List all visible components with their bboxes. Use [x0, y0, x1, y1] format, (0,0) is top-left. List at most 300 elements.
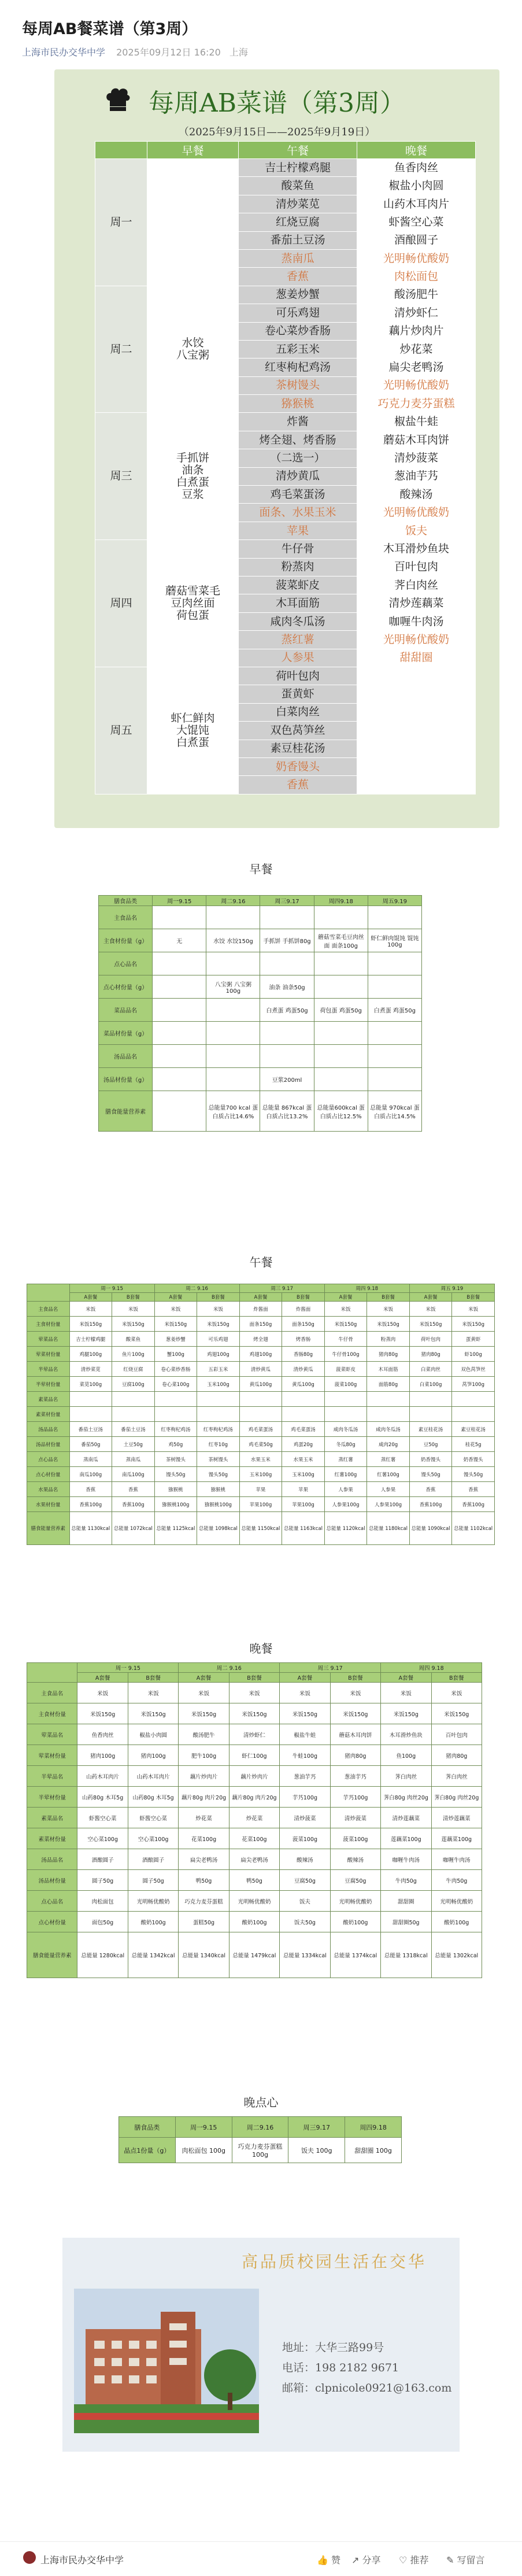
snack-header-cell: 周三9.17 [288, 2117, 345, 2138]
breakfast-row-label: 菜品品名 [99, 999, 153, 1022]
dinner_section-cell: 鸭50g [179, 1870, 229, 1891]
lunch_section-cell: 人参果100g [367, 1497, 410, 1512]
lunch_section-cell: 红枣枸杞鸡汤 [154, 1422, 197, 1437]
breakfast-cell [153, 975, 206, 999]
lunch_section-cell: 红薯100g [324, 1467, 367, 1482]
thumb-up-icon: 👍 [317, 2555, 328, 2566]
share-button[interactable] [351, 2553, 381, 2566]
dinner_section-cell: 肉松面包 [77, 1891, 128, 1912]
menu-title: 每周AB菜谱（第3周） [148, 88, 406, 118]
dinner_section-cell: 荠白肉丝 [431, 1766, 482, 1787]
menu-header-day [95, 142, 147, 159]
lunch_section-cell: 人参果 [367, 1482, 410, 1497]
menu-row [95, 667, 476, 685]
dinner_section-cell: 光明畅优酸奶 [229, 1891, 279, 1912]
breakfast-cell [206, 1045, 260, 1068]
lunch_section-row [27, 1407, 495, 1422]
breakfast-cell: 总能量 867kcal 蛋白质占比13.2% [260, 1091, 314, 1132]
lunch_section-cell: 米饭150g [197, 1317, 240, 1332]
lunch_section-day-row [27, 1284, 495, 1293]
breakfast-cell: 总能量 970kcal 蛋白质占比14.5% [368, 1091, 421, 1132]
lunch_section-row [27, 1437, 495, 1452]
lunch_section-row-label: 膳食能量营养素 [27, 1512, 70, 1545]
dinner_section-cell: 总能量 1318kcal [381, 1932, 431, 1978]
dinner_section-sub-row [27, 1673, 482, 1683]
menu-dinner-item: 酒酿圆子 [357, 231, 476, 249]
dinner_section-cell: 米饭 [280, 1683, 330, 1703]
lunch_section-cell: 白菜肉丝 [409, 1362, 452, 1377]
lunch_section-cell: 苹果 [282, 1482, 325, 1497]
dinner_section-cell: 米饭150g [229, 1703, 279, 1724]
lunch_section-cell: 荷叶包肉 [409, 1332, 452, 1347]
lunch_section-cell: 总能量 1163kcal [282, 1512, 325, 1545]
lunch_section-row [27, 1392, 495, 1407]
lunch_section-cell [409, 1392, 452, 1407]
dinner_section-sub-header: A套餐 [179, 1673, 229, 1683]
lunch_section-cell: 香蕉100g [69, 1497, 112, 1512]
breakfast-cell: 虾仁鲜肉馄饨 馄饨100g [368, 929, 421, 952]
dinner_section-row-label: 荤菜品名 [27, 1724, 77, 1745]
dinner_section-cell: 圆子50g [77, 1870, 128, 1891]
menu-lunch-item: 牛仔骨 [239, 540, 357, 558]
dinner_section-cell: 莲藕菜100g [381, 1828, 431, 1849]
lunch_section-cell: 米饭150g [324, 1317, 367, 1332]
dinner_section-cell: 米饭 [330, 1683, 380, 1703]
menu-lunch-item: 吉士柠檬鸡腿 [239, 159, 357, 177]
dinner_section-row [27, 1849, 482, 1870]
lunch_section-cell [452, 1407, 495, 1422]
dinner_section-row-label: 汤品材份量 [27, 1870, 77, 1891]
snack-header-cell: 周二9.16 [232, 2117, 288, 2138]
menu-dinner-item: 酸辣汤 [357, 486, 476, 504]
menu-breakfast-cell [147, 667, 239, 794]
lunch_section-cell: 红烧豆腐 [112, 1362, 155, 1377]
publish-date: 2025年09月12日 16:20 [116, 47, 221, 58]
lunch_section-cell: 牛仔骨 [324, 1332, 367, 1347]
breakfast-header-cell: 周一9.15 [153, 896, 206, 906]
lunch_section-cell: 牛仔骨100g [324, 1347, 367, 1362]
menu-day-cell: 周三 [95, 413, 147, 540]
dinner_section-cell: 总能量 1374kcal [330, 1932, 380, 1978]
lunch_section-cell: 鸡腿100g [69, 1347, 112, 1362]
article-meta [22, 45, 254, 58]
breakfast-cell [206, 906, 260, 929]
dinner_section-cell: 光明畅优酸奶 [431, 1891, 482, 1912]
dinner_section-cell: 面包50g [77, 1912, 128, 1932]
lunch_section-row-label: 素菜品名 [27, 1392, 70, 1407]
breakfast-cell [206, 952, 260, 975]
lunch_section-row-label: 素菜材份量 [27, 1407, 70, 1422]
lunch_section-cell: 总能量 1098kcal [197, 1512, 240, 1545]
menu-lunch-item: 双色莴笋丝 [239, 722, 357, 740]
lunch_section-cell: 人参果 [324, 1482, 367, 1497]
lunch_section-cell [112, 1407, 155, 1422]
breakfast-item: 油条 [182, 463, 204, 476]
menu-header-breakfast: 早餐 [147, 142, 239, 159]
lunch_section-cell: 鸡50g [154, 1437, 197, 1452]
dinner_section-cell: 总能量 1342kcal [128, 1932, 178, 1978]
menu-dinner-item: 木耳滑炒鱼块 [357, 540, 476, 558]
lunch_section-cell: 玉米100g [197, 1377, 240, 1392]
breakfast-header-cell: 周五9.19 [368, 896, 421, 906]
dinner_section-cell: 圆子50g [128, 1870, 178, 1891]
dinner_section-row [27, 1912, 482, 1932]
dinner_section-row-label: 半荤材份量 [27, 1787, 77, 1808]
breakfast-cell [314, 952, 368, 975]
dinner_section-cell: 酒酿圆子 [128, 1849, 178, 1870]
lunch_section-row-label: 主食品名 [27, 1302, 70, 1317]
lunch_section-sub-header: B套餐 [112, 1293, 155, 1302]
menu-lunch-item: 粉蒸肉 [239, 558, 357, 576]
recommend-button[interactable] [399, 2553, 428, 2566]
dinner_section-cell: 米饭150g [330, 1703, 380, 1724]
lunch_section-cell: 总能量 1120kcal [324, 1512, 367, 1545]
lunch_section-cell: 素豆桂花汤 [452, 1422, 495, 1437]
school-building-photo [74, 2289, 259, 2433]
menu-dinner-item: 清炒莲藕菜 [357, 594, 476, 612]
menu-lunch-item: 酸菜鱼 [239, 177, 357, 195]
lunch_section-cell [239, 1392, 282, 1407]
lunch_section-cell [197, 1392, 240, 1407]
menu-day-cell: 周一 [95, 159, 147, 286]
dinner_section-row-label: 膳食能量营养素 [27, 1932, 77, 1978]
dinner_section-cell: 扁尖老鸭汤 [229, 1849, 279, 1870]
menu-lunch-item: 蒸南瓜 [239, 249, 357, 267]
menu-lunch-item: 咸肉冬瓜汤 [239, 612, 357, 630]
lunch_section-cell: 猕猴桃100g [197, 1497, 240, 1512]
lunch_section-cell: 南瓜100g [69, 1467, 112, 1482]
dinner_section-sub-header: A套餐 [77, 1673, 128, 1683]
lunch_section-cell: 奶香馒头 [409, 1452, 452, 1467]
menu-lunch-item: 红枣枸杞鸡汤 [239, 359, 357, 376]
dinner_section-row [27, 1808, 482, 1828]
menu-dinner-item: 咖喱牛肉汤 [357, 612, 476, 630]
breakfast-cell [368, 952, 421, 975]
lunch_section-row [27, 1422, 495, 1437]
dinner_section-cell: 酸奶100g [431, 1912, 482, 1932]
breakfast-row-label: 主食材份量（g） [99, 929, 153, 952]
breakfast-cell: 荷包蛋 鸡蛋50g [314, 999, 368, 1022]
breakfast-row [99, 906, 422, 929]
menu-dinner-item: 甜甜圈 [357, 649, 476, 667]
menu-dinner-item [357, 667, 476, 685]
lunch_section-day-header: 周一 9.15 [69, 1284, 154, 1293]
lunch_section-cell: 苹果100g [239, 1497, 282, 1512]
dinner_section-cell: 咖喱牛肉汤 [381, 1849, 431, 1870]
breakfast-header-row [99, 896, 422, 906]
menu-dinner-item: 椒盐牛蛙 [357, 413, 476, 431]
lunch_section-cell: 黄瓜100g [282, 1377, 325, 1392]
menu-breakfast-cell [147, 159, 239, 286]
lunch_section-cell: 南瓜100g [112, 1467, 155, 1482]
dinner_section-cell: 木耳滑炒鱼块 [381, 1724, 431, 1745]
dinner_section-cell: 芋艿100g [280, 1787, 330, 1808]
snack-cell: 甜甜圈 100g [345, 2138, 402, 2163]
lunch_section-sub-header: A套餐 [154, 1293, 197, 1302]
menu-dinner-item [357, 722, 476, 740]
share-icon: ↗ [351, 2555, 360, 2566]
breakfast-item: 豆肉丝面 [171, 597, 215, 610]
menu-dinner-item: 藕片炒肉片 [357, 322, 476, 340]
breakfast-cell: 总能量700 kcal 蛋白质占比14.6% [206, 1091, 260, 1132]
dinner_section-row [27, 1932, 482, 1978]
lunch_section-row-label: 点心材份量 [27, 1467, 70, 1482]
menu-lunch-item: 鸡毛菜蛋汤 [239, 486, 357, 504]
snack-cell: 晶点1份量（g） [119, 2138, 176, 2163]
breakfast-cell: 手抓饼 手抓饼80g [260, 929, 314, 952]
dinner_section-cell: 荠白80g 肉丝20g [431, 1787, 482, 1808]
dinner_section-cell: 米饭 [381, 1683, 431, 1703]
lunch_section-cell: 面筋80g [367, 1377, 410, 1392]
dinner_section-cell: 酸奶100g [229, 1912, 279, 1932]
lunch_section-row [27, 1467, 495, 1482]
account-avatar[interactable] [23, 2551, 36, 2564]
lunch_section-cell [239, 1407, 282, 1422]
lunch_section-cell: 米饭 [154, 1302, 197, 1317]
menu-date-range: （2025年9月15日——2025年9月19日） [178, 126, 376, 138]
breakfast-row-label: 点心品名 [99, 952, 153, 975]
dinner_section-cell: 牛蛙100g [280, 1745, 330, 1766]
dinner_section-cell: 鱼香肉丝 [77, 1724, 128, 1745]
dinner_section-cell: 椒盐小肉圆 [128, 1724, 178, 1745]
dinner_section-day-header: 周一 9.15 [77, 1663, 179, 1673]
dinner_section-cell: 米饭150g [280, 1703, 330, 1724]
menu-lunch-item: 面条、水果玉米 [239, 504, 357, 522]
lunch_section-day-header: 周二 9.16 [154, 1284, 239, 1293]
menu-lunch-item: 烤全翅、烤香肠 [239, 431, 357, 449]
dinner_section-cell: 虾酱空心菜 [77, 1808, 128, 1828]
breakfast-row [99, 1022, 422, 1045]
snack-section-title: 晚点心 [243, 2095, 279, 2109]
lunch_section-cell: 米饭 [452, 1302, 495, 1317]
lunch_section-row-label: 半荤材份量 [27, 1377, 70, 1392]
dinner_section-cell: 虾仁100g [229, 1745, 279, 1766]
menu-dinner-item: 蘑菇木耳肉饼 [357, 431, 476, 449]
lunch_section-cell: 茶树馒头 [197, 1452, 240, 1467]
lunch_section-cell: 虾100g [452, 1347, 495, 1362]
dinner_section-sub-header: B套餐 [330, 1673, 380, 1683]
dinner_section-cell: 甜甜圈50g [381, 1912, 431, 1932]
snack-cell: 饭夫 100g [288, 2138, 345, 2163]
lunch_section-cell: 鸡毛菜蛋汤 [239, 1422, 282, 1437]
breakfast-row [99, 999, 422, 1022]
lunch_section-cell: 猕猴桃 [154, 1482, 197, 1497]
lunch_section-cell: 菠菜虾皮 [324, 1362, 367, 1377]
like-button[interactable] [317, 2553, 340, 2566]
dinner_section-cell: 葱油芋艿 [330, 1766, 380, 1787]
lunch_section-cell: 玉米100g [239, 1467, 282, 1482]
breakfast-cell [368, 906, 421, 929]
lunch_section-cell: 总能量 1090kcal [409, 1512, 452, 1545]
snack-nutrition-table [119, 2116, 402, 2163]
breakfast-row-label: 菜品材份量（g） [99, 1022, 153, 1045]
lunch_section-row [27, 1482, 495, 1497]
lunch_section-row [27, 1452, 495, 1467]
lunch_section-sub-header: B套餐 [452, 1293, 495, 1302]
dinner_section-cell: 总能量 1340kcal [179, 1932, 229, 1978]
lunch_section-cell: 鸡翅100g [197, 1347, 240, 1362]
comment-button[interactable] [446, 2553, 485, 2566]
menu-lunch-item: 茶树馒头 [239, 376, 357, 394]
dinner_section-cell: 炒花菜 [229, 1808, 279, 1828]
menu-lunch-item: 菠菜虾皮 [239, 576, 357, 594]
menu-lunch-item: 炸酱 [239, 413, 357, 431]
lunch_section-cell: 咸肉冬瓜汤 [367, 1422, 410, 1437]
footer-account-name[interactable]: 上海市民办交华中学 [40, 2555, 124, 2566]
breakfast-cell [153, 999, 206, 1022]
lunch_section-cell: 素豆桂花汤 [409, 1422, 452, 1437]
dinner_section-cell: 葱油芋艿 [280, 1766, 330, 1787]
lunch_section-cell [367, 1392, 410, 1407]
dinner_section-row-label: 素菜材份量 [27, 1828, 77, 1849]
menu-lunch-item: 红烧豆腐 [239, 213, 357, 231]
breakfast-cell [260, 1022, 314, 1045]
lunch_section-cell: 炸酱面 [239, 1302, 282, 1317]
lunch_section-cell: 面条150g [239, 1317, 282, 1332]
lunch_section-cell [112, 1392, 155, 1407]
breakfast-item: 八宝粥 [176, 349, 209, 362]
breakfast-cell: 油条 油条50g [260, 975, 314, 999]
dinner_section-cell: 豆腐50g [280, 1870, 330, 1891]
dinner_section-cell: 菠菜100g [280, 1828, 330, 1849]
dinner_section-cell: 猪肉100g [77, 1745, 128, 1766]
dinner_section-cell: 清炒莲藕菜 [381, 1808, 431, 1828]
lunch_section-sub-header: B套餐 [282, 1293, 325, 1302]
dinner_section-cell: 蛋糕50g [179, 1912, 229, 1932]
lunch_section-cell: 土豆50g [112, 1437, 155, 1452]
dinner_section-cell: 蘑菇木耳肉饼 [330, 1724, 380, 1745]
dinner_section-row-label: 点心品名 [27, 1891, 77, 1912]
menu-lunch-item: 卷心菜炒香肠 [239, 322, 357, 340]
menu-day-cell: 周五 [95, 667, 147, 794]
menu-dinner-item: 炒花菜 [357, 340, 476, 358]
promo-address: 地址：大华三路99号 [282, 2341, 384, 2354]
lunch_section-sub-header: A套餐 [409, 1293, 452, 1302]
lunch_section-cell: 猪肉80g [409, 1347, 452, 1362]
lunch_section-cell: 馒头50g [452, 1467, 495, 1482]
dinner_section-row [27, 1683, 482, 1703]
breakfast-cell [314, 1022, 368, 1045]
dinner_section-cell: 米饭 [229, 1683, 279, 1703]
lunch_section-row-label: 点心品名 [27, 1452, 70, 1467]
dinner_section-row [27, 1787, 482, 1808]
dinner_section-cell: 猪肉80g [431, 1745, 482, 1766]
lunch_section-cell [324, 1407, 367, 1422]
dinner_section-cell: 米饭 [179, 1683, 229, 1703]
lunch_section-cell: 玉米100g [282, 1467, 325, 1482]
menu-lunch-item: 清炒菜苋 [239, 195, 357, 213]
lunch_section-cell: 清炒黄瓜 [282, 1362, 325, 1377]
lunch_section-cell: 炸酱面 [282, 1302, 325, 1317]
dinner-nutrition-table [27, 1662, 482, 1978]
menu-dinner-item: 清炒虾仁 [357, 304, 476, 322]
comment-label: 写留言 [457, 2555, 485, 2566]
lunch_section-cell: 莴笋100g [452, 1377, 495, 1392]
dinner_section-cell: 酸辣汤 [280, 1849, 330, 1870]
dinner_section-sub-header: B套餐 [431, 1673, 482, 1683]
lunch_section-cell: 香蕉100g [409, 1497, 452, 1512]
menu-dinner-item: 扁尖老鸭汤 [357, 359, 476, 376]
account-link[interactable]: 上海市民办交华中学 [22, 47, 106, 58]
menu-dinner-item: 百叶包肉 [357, 558, 476, 576]
dinner_section-cell: 藕片80g 肉片20g [179, 1787, 229, 1808]
lunch_section-cell: 馒头50g [154, 1467, 197, 1482]
menu-row [95, 413, 476, 431]
footer-divider [0, 2541, 522, 2542]
lunch_section-cell: 葱姜炒蟹 [154, 1332, 197, 1347]
menu-breakfast-cell [147, 413, 239, 540]
lunch_section-cell: 苹果 [239, 1482, 282, 1497]
lunch_section-cell: 蟹100g [154, 1347, 197, 1362]
dinner_section-cell: 百叶包肉 [431, 1724, 482, 1745]
menu-day-cell: 周四 [95, 540, 147, 667]
comment-icon: ✎ [446, 2555, 454, 2566]
menu-breakfast-cell [147, 540, 239, 667]
lunch_section-cell: 卷心菜炒香肠 [154, 1362, 197, 1377]
breakfast-cell [368, 1068, 421, 1091]
breakfast-cell [314, 1068, 368, 1091]
lunch_section-cell: 木耳面筋 [367, 1362, 410, 1377]
snack-header-row [119, 2117, 402, 2138]
breakfast-cell [206, 999, 260, 1022]
dinner_section-cell: 莲藕菜100g [431, 1828, 482, 1849]
breakfast-row [99, 975, 422, 999]
menu-lunch-item: 木耳面筋 [239, 594, 357, 612]
lunch_section-cell: 总能量 1072kcal [112, 1512, 155, 1545]
dinner_section-row [27, 1891, 482, 1912]
dinner_section-cell: 花菜100g [179, 1828, 229, 1849]
menu-day-cell: 周二 [95, 286, 147, 413]
lunch_section-row [27, 1317, 495, 1332]
lunch_section-cell: 茶树馒头 [154, 1452, 197, 1467]
breakfast-cell [314, 1045, 368, 1068]
lunch-section-title: 午餐 [249, 1255, 273, 1269]
dinner_section-cell: 椒盐牛蛙 [280, 1724, 330, 1745]
lunch_section-cell: 菠菜100g [324, 1377, 367, 1392]
lunch-nutrition-table [27, 1284, 495, 1545]
lunch_section-row [27, 1497, 495, 1512]
dinner_section-cell: 饭夫 [280, 1891, 330, 1912]
dinner_section-cell: 咖喱牛肉汤 [431, 1849, 482, 1870]
promo-slogan: 高品质校园生活在交华 [242, 2252, 427, 2271]
menu-dinner-item: 肉松面包 [357, 268, 476, 286]
snack-header-cell: 周四9.18 [345, 2117, 402, 2138]
lunch_section-cell: 冬瓜80g [324, 1437, 367, 1452]
dinner_section-cell: 虾酱空心菜 [128, 1808, 178, 1828]
lunch_section-cell: 总能量 1102kcal [452, 1512, 495, 1545]
lunch_section-day-header: 周三 9.17 [239, 1284, 324, 1293]
dinner_section-cell: 山药木耳肉片 [77, 1766, 128, 1787]
lunch_section-cell: 米饭 [197, 1302, 240, 1317]
breakfast-cell [153, 952, 206, 975]
breakfast-header-cell: 膳食品类 [99, 896, 153, 906]
breakfast-item: 大馄饨 [176, 723, 209, 737]
dinner_section-cell: 总能量 1280kcal [77, 1932, 128, 1978]
dinner_section-cell: 清炒菠菜 [280, 1808, 330, 1828]
dinner_section-sub-header: B套餐 [128, 1673, 178, 1683]
dinner_section-cell: 猪肉100g [128, 1745, 178, 1766]
breakfast-cell [153, 1091, 206, 1132]
dinner_section-day-header: 周四 9.18 [381, 1663, 482, 1673]
dinner_section-cell: 豆腐50g [330, 1870, 380, 1891]
menu-lunch-item: 番茄土豆汤 [239, 231, 357, 249]
lunch_section-day-header: 周五 9.19 [409, 1284, 494, 1293]
lunch_section-cell: 米饭150g [112, 1317, 155, 1332]
dinner_section-cell: 藕片炒肉片 [179, 1766, 229, 1787]
lunch_section-cell: 猪肉80g [367, 1347, 410, 1362]
lunch_section-cell [154, 1407, 197, 1422]
menu-dinner-item: 光明畅优酸奶 [357, 249, 476, 267]
